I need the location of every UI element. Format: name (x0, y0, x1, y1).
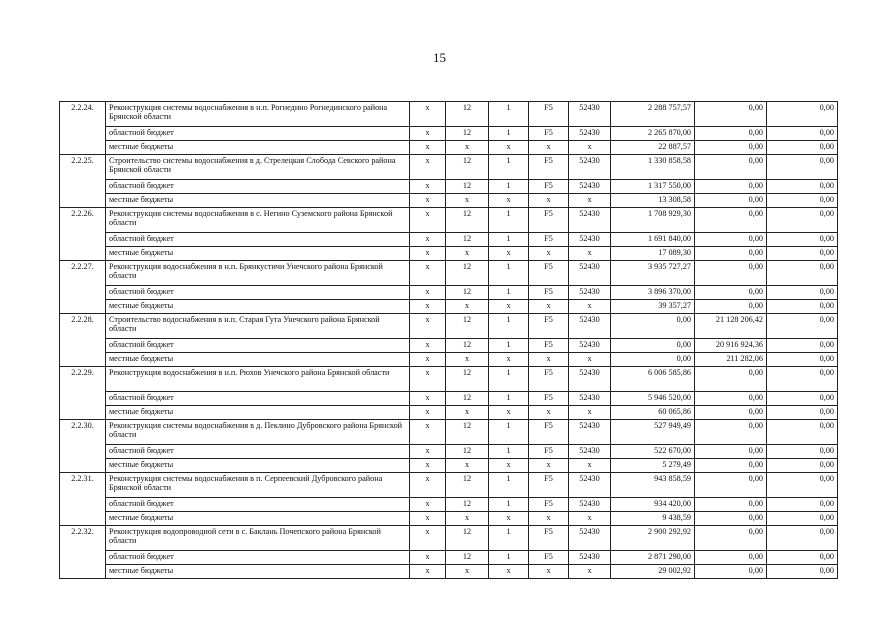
cell-subsection: 1 (489, 367, 529, 392)
cell-direction: х (569, 459, 611, 473)
cell-col1: х (410, 180, 446, 194)
cell-subsection: х (489, 353, 529, 367)
cell-col1: х (410, 526, 446, 551)
table-row (60, 208, 838, 233)
cell-amount-year1: 5 946 520,00 (611, 392, 695, 406)
cell-item-name: Реконструкция системы водоснабжения в п. Серпеевский Дубровского района Брянской области (106, 473, 410, 498)
cell-section: 12 (446, 551, 489, 565)
cell-amount-year2: 0,00 (695, 565, 767, 579)
table-row (60, 261, 838, 286)
cell-project: F5 (529, 445, 569, 459)
cell-subsection: х (489, 247, 529, 261)
cell-direction: 52430 (569, 339, 611, 353)
cell-col1: х (410, 233, 446, 247)
cell-direction: 52430 (569, 314, 611, 339)
cell-budget-source: местные бюджеты (106, 353, 410, 367)
budget-table (59, 101, 838, 579)
table-body (60, 102, 838, 579)
cell-item-code: 2.2.30. (60, 420, 106, 473)
cell-amount-year1: 0,00 (611, 353, 695, 367)
cell-amount-year1: 5 279,49 (611, 459, 695, 473)
cell-amount-year3: 0,00 (767, 353, 838, 367)
cell-amount-year3: 0,00 (767, 286, 838, 300)
cell-project: F5 (529, 314, 569, 339)
cell-amount-year2: 0,00 (695, 473, 767, 498)
cell-subsection: 1 (489, 155, 529, 180)
cell-amount-year3: 0,00 (767, 141, 838, 155)
cell-col1: х (410, 406, 446, 420)
cell-subsection: х (489, 459, 529, 473)
cell-amount-year1: 1 708 929,30 (611, 208, 695, 233)
cell-item-code: 2.2.24. (60, 102, 106, 155)
cell-section: 12 (446, 233, 489, 247)
cell-project: F5 (529, 367, 569, 392)
cell-amount-year3: 0,00 (767, 247, 838, 261)
cell-section: х (446, 141, 489, 155)
cell-col1: х (410, 261, 446, 286)
table-subrow (60, 233, 838, 247)
cell-col1: х (410, 339, 446, 353)
cell-subsection: 1 (489, 473, 529, 498)
cell-project: F5 (529, 498, 569, 512)
cell-project: F5 (529, 526, 569, 551)
cell-project: F5 (529, 473, 569, 498)
cell-subsection: х (489, 300, 529, 314)
cell-section: х (446, 406, 489, 420)
cell-section: х (446, 353, 489, 367)
cell-item-name: Строительство водоснабжения в н.п. Старая Гута Унечского района Брянской области (106, 314, 410, 339)
table-subrow (60, 512, 838, 526)
cell-subsection: 1 (489, 180, 529, 194)
table-subrow (60, 127, 838, 141)
cell-amount-year1: 2 900 292,92 (611, 526, 695, 551)
cell-amount-year3: 0,00 (767, 367, 838, 392)
table-subrow (60, 194, 838, 208)
cell-section: 12 (446, 286, 489, 300)
cell-subsection: 1 (489, 286, 529, 300)
cell-subsection: 1 (489, 261, 529, 286)
cell-amount-year1: 934 420,00 (611, 498, 695, 512)
cell-budget-source: местные бюджеты (106, 194, 410, 208)
cell-subsection: х (489, 512, 529, 526)
cell-amount-year3: 0,00 (767, 473, 838, 498)
cell-amount-year1: 0,00 (611, 314, 695, 339)
cell-item-name: Реконструкция системы водоснабжения в н.п. Рогнедино Рогнединского района Брянской области (106, 102, 410, 127)
cell-project: F5 (529, 127, 569, 141)
cell-amount-year3: 0,00 (767, 155, 838, 180)
cell-subsection: х (489, 565, 529, 579)
cell-direction: х (569, 406, 611, 420)
cell-project: F5 (529, 180, 569, 194)
cell-item-code: 2.2.32. (60, 526, 106, 579)
cell-col1: х (410, 208, 446, 233)
cell-col1: х (410, 314, 446, 339)
cell-item-name: Реконструкция водоснабжения в н.п. Брянкустичи Унечского района Брянской области (106, 261, 410, 286)
cell-section: 12 (446, 314, 489, 339)
cell-project: F5 (529, 551, 569, 565)
table-subrow (60, 392, 838, 406)
cell-subsection: 1 (489, 127, 529, 141)
cell-section: 12 (446, 208, 489, 233)
cell-amount-year1: 13 308,58 (611, 194, 695, 208)
cell-section: х (446, 459, 489, 473)
cell-amount-year3: 0,00 (767, 459, 838, 473)
cell-amount-year2: 20 916 924,36 (695, 339, 767, 353)
cell-item-code: 2.2.31. (60, 473, 106, 526)
cell-amount-year2: 21 128 206,42 (695, 314, 767, 339)
table-subrow (60, 300, 838, 314)
table-subrow (60, 353, 838, 367)
cell-section: 12 (446, 526, 489, 551)
cell-amount-year2: 0,00 (695, 300, 767, 314)
cell-section: 12 (446, 180, 489, 194)
cell-amount-year2: 0,00 (695, 367, 767, 392)
cell-amount-year3: 0,00 (767, 314, 838, 339)
cell-amount-year2: 0,00 (695, 526, 767, 551)
table-subrow (60, 180, 838, 194)
cell-budget-source: областной бюджет (106, 392, 410, 406)
cell-amount-year2: 0,00 (695, 512, 767, 526)
page-number: 15 (433, 50, 446, 65)
cell-amount-year3: 0,00 (767, 512, 838, 526)
cell-budget-source: областной бюджет (106, 498, 410, 512)
cell-budget-source: местные бюджеты (106, 459, 410, 473)
cell-amount-year3: 0,00 (767, 392, 838, 406)
cell-project: F5 (529, 155, 569, 180)
cell-item-name: Реконструкция водоснабжения в н.п. Рюхов Унечского района Брянской области (106, 367, 410, 392)
cell-amount-year2: 0,00 (695, 233, 767, 247)
cell-project: х (529, 300, 569, 314)
cell-project: F5 (529, 233, 569, 247)
cell-section: 12 (446, 261, 489, 286)
cell-amount-year2: 0,00 (695, 459, 767, 473)
cell-amount-year2: 0,00 (695, 102, 767, 127)
table-row (60, 526, 838, 551)
cell-budget-source: местные бюджеты (106, 300, 410, 314)
cell-project: F5 (529, 208, 569, 233)
cell-direction: х (569, 353, 611, 367)
cell-amount-year1: 2 871 290,00 (611, 551, 695, 565)
cell-col1: х (410, 102, 446, 127)
cell-amount-year2: 0,00 (695, 208, 767, 233)
cell-direction: х (569, 247, 611, 261)
cell-direction: 52430 (569, 233, 611, 247)
cell-amount-year1: 17 089,30 (611, 247, 695, 261)
cell-amount-year3: 0,00 (767, 445, 838, 459)
cell-amount-year3: 0,00 (767, 180, 838, 194)
cell-section: 12 (446, 102, 489, 127)
cell-col1: х (410, 247, 446, 261)
cell-amount-year2: 0,00 (695, 194, 767, 208)
cell-col1: х (410, 565, 446, 579)
cell-project: х (529, 406, 569, 420)
cell-direction: 52430 (569, 551, 611, 565)
cell-amount-year3: 0,00 (767, 551, 838, 565)
cell-subsection: 1 (489, 392, 529, 406)
cell-amount-year2: 0,00 (695, 247, 767, 261)
cell-subsection: 1 (489, 445, 529, 459)
cell-amount-year2: 0,00 (695, 180, 767, 194)
cell-subsection: 1 (489, 233, 529, 247)
cell-amount-year3: 0,00 (767, 261, 838, 286)
cell-amount-year3: 0,00 (767, 498, 838, 512)
cell-amount-year2: 0,00 (695, 406, 767, 420)
cell-col1: х (410, 512, 446, 526)
cell-amount-year2: 0,00 (695, 551, 767, 565)
cell-amount-year2: 0,00 (695, 141, 767, 155)
cell-direction: 52430 (569, 261, 611, 286)
cell-section: 12 (446, 127, 489, 141)
cell-section: х (446, 194, 489, 208)
table-subrow (60, 459, 838, 473)
cell-amount-year2: 0,00 (695, 155, 767, 180)
cell-section: 12 (446, 445, 489, 459)
cell-direction: 52430 (569, 420, 611, 445)
cell-direction: 52430 (569, 286, 611, 300)
cell-amount-year1: 3 935 727,27 (611, 261, 695, 286)
cell-direction: х (569, 512, 611, 526)
table-row (60, 102, 838, 127)
cell-section: х (446, 300, 489, 314)
cell-amount-year3: 0,00 (767, 565, 838, 579)
cell-col1: х (410, 127, 446, 141)
cell-budget-source: областной бюджет (106, 233, 410, 247)
cell-section: 12 (446, 420, 489, 445)
table-subrow (60, 406, 838, 420)
cell-col1: х (410, 498, 446, 512)
cell-budget-source: областной бюджет (106, 445, 410, 459)
cell-amount-year1: 2 288 757,57 (611, 102, 695, 127)
cell-amount-year2: 0,00 (695, 127, 767, 141)
cell-direction: 52430 (569, 445, 611, 459)
cell-subsection: 1 (489, 339, 529, 353)
cell-col1: х (410, 353, 446, 367)
cell-section: 12 (446, 367, 489, 392)
cell-project: F5 (529, 286, 569, 300)
cell-section: 12 (446, 473, 489, 498)
cell-amount-year3: 0,00 (767, 339, 838, 353)
cell-project: х (529, 247, 569, 261)
cell-amount-year1: 1 691 840,00 (611, 233, 695, 247)
cell-subsection: 1 (489, 526, 529, 551)
cell-subsection: 1 (489, 314, 529, 339)
table-subrow (60, 498, 838, 512)
cell-amount-year1: 1 317 550,00 (611, 180, 695, 194)
cell-section: х (446, 247, 489, 261)
table-row (60, 155, 838, 180)
cell-project: F5 (529, 102, 569, 127)
cell-amount-year3: 0,00 (767, 526, 838, 551)
cell-direction: 52430 (569, 155, 611, 180)
cell-amount-year3: 0,00 (767, 102, 838, 127)
cell-subsection: 1 (489, 420, 529, 445)
cell-amount-year2: 0,00 (695, 392, 767, 406)
cell-amount-year1: 943 858,59 (611, 473, 695, 498)
cell-col1: х (410, 420, 446, 445)
cell-item-name: Реконструкция системы водоснабжения в с. Негино Суземского района Брянской области (106, 208, 410, 233)
cell-direction: 52430 (569, 392, 611, 406)
cell-amount-year3: 0,00 (767, 208, 838, 233)
cell-project: F5 (529, 261, 569, 286)
cell-subsection: х (489, 141, 529, 155)
cell-col1: х (410, 367, 446, 392)
cell-subsection: 1 (489, 208, 529, 233)
table-row (60, 473, 838, 498)
cell-amount-year1: 22 887,57 (611, 141, 695, 155)
cell-direction: 52430 (569, 526, 611, 551)
cell-col1: х (410, 286, 446, 300)
cell-amount-year2: 0,00 (695, 420, 767, 445)
cell-subsection: 1 (489, 498, 529, 512)
cell-direction: 52430 (569, 473, 611, 498)
cell-direction: 52430 (569, 127, 611, 141)
cell-direction: х (569, 565, 611, 579)
cell-subsection: 1 (489, 551, 529, 565)
cell-budget-source: областной бюджет (106, 286, 410, 300)
cell-amount-year3: 0,00 (767, 406, 838, 420)
cell-col1: х (410, 141, 446, 155)
cell-item-name: Реконструкция системы водоснабжения в д. Пеклино Дубровского района Брянской области (106, 420, 410, 445)
cell-amount-year1: 3 896 370,00 (611, 286, 695, 300)
cell-project: F5 (529, 339, 569, 353)
cell-budget-source: местные бюджеты (106, 247, 410, 261)
cell-budget-source: областной бюджет (106, 339, 410, 353)
cell-section: х (446, 565, 489, 579)
cell-col1: х (410, 551, 446, 565)
cell-project: F5 (529, 420, 569, 445)
cell-budget-source: областной бюджет (106, 180, 410, 194)
cell-amount-year3: 0,00 (767, 300, 838, 314)
cell-project: х (529, 353, 569, 367)
cell-item-code: 2.2.26. (60, 208, 106, 261)
cell-subsection: 1 (489, 102, 529, 127)
cell-amount-year1: 2 265 870,00 (611, 127, 695, 141)
table-subrow (60, 141, 838, 155)
table-subrow (60, 445, 838, 459)
cell-amount-year1: 9 438,59 (611, 512, 695, 526)
cell-item-name: Реконструкция водопроводной сети в с. Баклань Почепского района Брянской области (106, 526, 410, 551)
cell-amount-year2: 0,00 (695, 261, 767, 286)
cell-amount-year1: 39 357,27 (611, 300, 695, 314)
cell-project: х (529, 194, 569, 208)
cell-direction: х (569, 194, 611, 208)
cell-col1: х (410, 300, 446, 314)
cell-budget-source: местные бюджеты (106, 512, 410, 526)
cell-item-name: Строительство системы водоснабжения в д. Стрелецкая Слобода Севского района Брянской области (106, 155, 410, 180)
cell-amount-year1: 29 002,92 (611, 565, 695, 579)
cell-col1: х (410, 445, 446, 459)
cell-section: 12 (446, 155, 489, 180)
cell-budget-source: областной бюджет (106, 551, 410, 565)
table-row (60, 367, 838, 392)
cell-budget-source: местные бюджеты (106, 406, 410, 420)
cell-budget-source: местные бюджеты (106, 565, 410, 579)
cell-direction: 52430 (569, 102, 611, 127)
cell-item-code: 2.2.28. (60, 314, 106, 367)
table-subrow (60, 286, 838, 300)
cell-col1: х (410, 155, 446, 180)
cell-amount-year3: 0,00 (767, 127, 838, 141)
cell-col1: х (410, 194, 446, 208)
cell-amount-year1: 60 065,86 (611, 406, 695, 420)
table-subrow (60, 339, 838, 353)
cell-project: F5 (529, 392, 569, 406)
cell-amount-year3: 0,00 (767, 420, 838, 445)
cell-direction: 52430 (569, 498, 611, 512)
cell-col1: х (410, 392, 446, 406)
cell-section: 12 (446, 498, 489, 512)
cell-direction: 52430 (569, 208, 611, 233)
cell-subsection: х (489, 194, 529, 208)
cell-amount-year2: 0,00 (695, 286, 767, 300)
cell-col1: х (410, 459, 446, 473)
cell-amount-year2: 0,00 (695, 498, 767, 512)
cell-direction: 52430 (569, 367, 611, 392)
table-subrow (60, 551, 838, 565)
cell-col1: х (410, 473, 446, 498)
cell-project: х (529, 141, 569, 155)
cell-item-code: 2.2.27. (60, 261, 106, 314)
cell-subsection: х (489, 406, 529, 420)
cell-amount-year1: 1 330 858,58 (611, 155, 695, 180)
cell-amount-year1: 0,00 (611, 339, 695, 353)
cell-section: 12 (446, 339, 489, 353)
cell-amount-year1: 527 949,49 (611, 420, 695, 445)
table-row (60, 420, 838, 445)
table-row (60, 314, 838, 339)
table-subrow (60, 565, 838, 579)
cell-amount-year3: 0,00 (767, 194, 838, 208)
cell-direction: 52430 (569, 180, 611, 194)
cell-amount-year1: 6 006 585,86 (611, 367, 695, 392)
table-subrow (60, 247, 838, 261)
cell-direction: х (569, 300, 611, 314)
cell-budget-source: местные бюджеты (106, 141, 410, 155)
cell-project: х (529, 565, 569, 579)
cell-amount-year2: 211 282,06 (695, 353, 767, 367)
cell-direction: х (569, 141, 611, 155)
cell-section: 12 (446, 392, 489, 406)
cell-amount-year1: 522 670,00 (611, 445, 695, 459)
cell-amount-year2: 0,00 (695, 445, 767, 459)
cell-section: х (446, 512, 489, 526)
cell-project: х (529, 512, 569, 526)
cell-project: х (529, 459, 569, 473)
cell-budget-source: областной бюджет (106, 127, 410, 141)
cell-item-code: 2.2.29. (60, 367, 106, 420)
cell-item-code: 2.2.25. (60, 155, 106, 208)
cell-amount-year3: 0,00 (767, 233, 838, 247)
